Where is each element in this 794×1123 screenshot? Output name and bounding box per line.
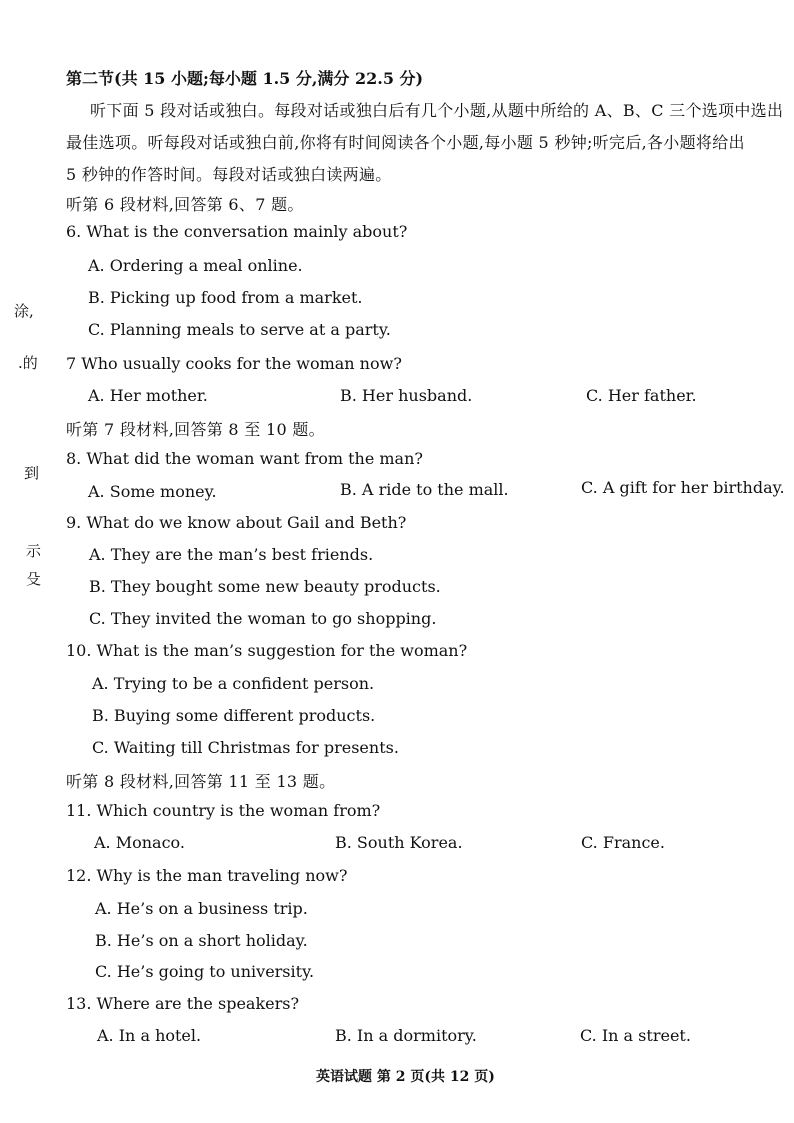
question-10-option-a: A. Trying to be a confident person. [92, 674, 375, 693]
question-6-option-c: C. Planning meals to serve at a party. [88, 320, 391, 339]
group-intro: 听第 7 段材料,回答第 8 至 10 题。 [66, 420, 325, 439]
question-7-option-a: A. Her mother. [88, 386, 208, 405]
question-8-option-a: A. Some money. [88, 482, 217, 501]
question-8-option-b: B. A ride to the mall. [340, 480, 509, 499]
question-6-stem: 6. What is the conversation mainly about? [66, 222, 408, 241]
question-8-option-c: C. A gift for her birthday. [581, 478, 785, 497]
question-10-stem: 10. What is the man’s suggestion for the woman? [66, 641, 468, 660]
instruction-line-3: 5 秒钟的作答时间。每段对话或独白读两遍。 [66, 165, 392, 184]
question-13-stem: 13. Where are the speakers? [66, 994, 300, 1013]
question-9-option-a: A. They are the man’s best friends. [89, 545, 374, 564]
margin-char: 涂, [14, 302, 34, 320]
instruction-line-1: 听下面 5 段对话或独白。每段对话或独白后有几个小题,从题中所给的 A、B、C 三个选项中选出 [90, 101, 784, 120]
question-12-stem: 12. Why is the man traveling now? [66, 866, 348, 885]
question-12-option-b: B. He’s on a short holiday. [95, 931, 308, 950]
question-13-option-c: C. In a street. [580, 1026, 691, 1045]
question-6-option-b: B. Picking up food from a market. [88, 288, 363, 307]
margin-char: 殳 [26, 570, 42, 588]
question-9-stem: 9. What do we know about Gail and Beth? [66, 513, 407, 532]
question-13-option-b: B. In a dormitory. [335, 1026, 477, 1045]
margin-char: .的 [18, 354, 38, 372]
question-8-stem: 8. What did the woman want from the man? [66, 449, 423, 468]
section-heading: 第二节(共 15 小题;每小题 1.5 分,满分 22.5 分) [66, 69, 424, 88]
question-11-option-c: C. France. [581, 833, 665, 852]
group-intro: 听第 8 段材料,回答第 11 至 13 题。 [66, 772, 336, 791]
group-intro: 听第 6 段材料,回答第 6、7 题。 [66, 195, 304, 214]
question-12-option-c: C. He’s going to university. [95, 962, 315, 981]
question-9-option-c: C. They invited the woman to go shopping. [89, 609, 437, 628]
question-10-option-c: C. Waiting till Christmas for presents. [92, 738, 399, 757]
question-11-stem: 11. Which country is the woman from? [66, 801, 381, 820]
question-10-option-b: B. Buying some different products. [92, 706, 376, 725]
question-9-option-b: B. They bought some new beauty products. [89, 577, 441, 596]
question-12-option-a: A. He’s on a business trip. [95, 899, 308, 918]
question-13-option-a: A. In a hotel. [97, 1026, 202, 1045]
instruction-line-2: 最佳选项。听每段对话或独白前,你将有时间阅读各个小题,每小题 5 秒钟;听完后,各小题将给出 [66, 133, 745, 152]
question-6-option-a: A. Ordering a meal online. [88, 256, 303, 275]
question-11-option-a: A. Monaco. [94, 833, 185, 852]
question-11-option-b: B. South Korea. [335, 833, 463, 852]
question-7-stem: 7 Who usually cooks for the woman now? [66, 354, 402, 373]
margin-char: 示 [26, 542, 42, 560]
question-7-option-c: C. Her father. [586, 386, 697, 405]
page-footer: 英语试题 第 2 页(共 12 页) [316, 1069, 495, 1085]
margin-char: 到 [24, 464, 40, 482]
question-7-option-b: B. Her husband. [340, 386, 473, 405]
